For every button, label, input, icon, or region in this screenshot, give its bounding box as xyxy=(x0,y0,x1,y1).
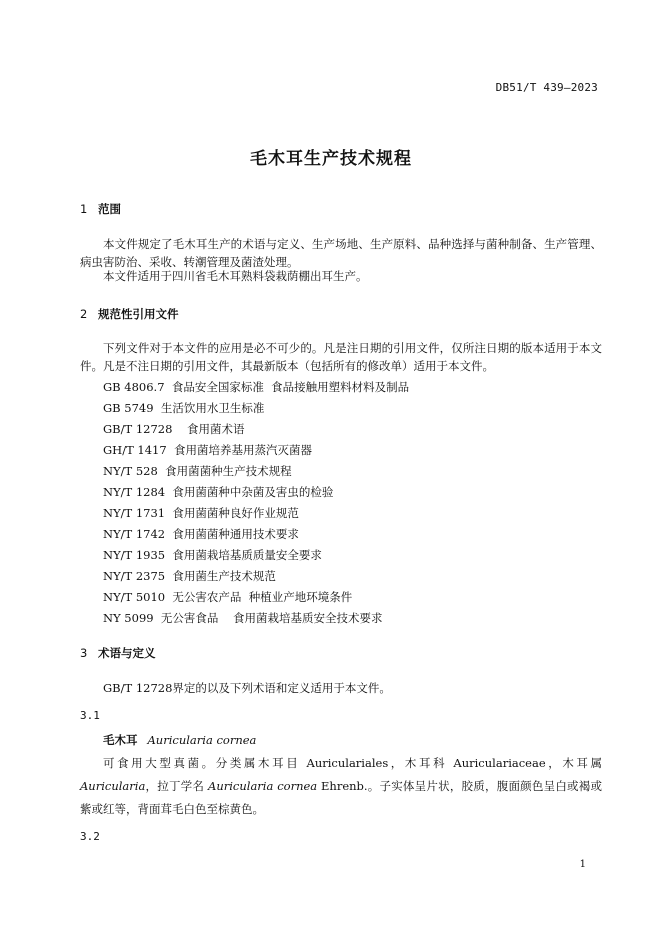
reference-item: GB 4806.7 食品安全国家标准 食品接触用塑料材料及制品 xyxy=(103,380,410,394)
species-name: Auricularia cornea xyxy=(208,779,318,793)
reference-item: NY 5099 无公害食品 食用菌栽培基质安全技术要求 xyxy=(103,611,383,625)
section-1-paragraph-2: 本文件适用于四川省毛木耳熟料袋栽荫棚出耳生产。 xyxy=(103,269,368,283)
reference-item: NY/T 1935 食用菌栽培基质质量安全要求 xyxy=(103,548,322,562)
section-1-paragraph-1: 本文件规定了毛木耳生产的术语与定义、生产场地、生产原料、品种选择与菌种制备、生产管理、病虫害防治、采收、转潮管理及菌渣处理。 xyxy=(80,237,602,269)
reference-item: NY/T 5010 无公害农产品 种植业产地环境条件 xyxy=(103,590,353,604)
reference-item: NY/T 528 食用菌菌种生产技术规程 xyxy=(103,464,292,478)
section-1-heading xyxy=(80,201,121,217)
section-2-paragraph: 下列文件对于本文件的应用是必不可少的。凡是注日期的引用文件，仅所注日期的版本适用于本文件。凡是不注日期的引用文件，其最新版本（包括所有的修改单）适用于本文件。 xyxy=(80,341,602,373)
page-number: 1 xyxy=(579,859,586,870)
genus-name: Auricularia xyxy=(80,779,146,793)
document-title: 毛木耳生产技术规程 xyxy=(250,149,412,169)
definition-part-3: Ehrenb.。子实体呈片状，胶质，腹面颜色呈白或褐或紫或红等，背面茸毛白色至棕黄色。 xyxy=(80,779,602,816)
reference-item: NY/T 2375 食用菌生产技术规范 xyxy=(103,569,276,583)
section-number: 1 xyxy=(80,202,88,216)
reference-item: GH/T 1417 食用菌培养基用蒸汽灭菌器 xyxy=(103,443,312,457)
reference-item: NY/T 1731 食用菌菌种良好作业规范 xyxy=(103,506,299,520)
term-definition xyxy=(80,752,602,821)
subsection-3-1-number: 3.1 xyxy=(80,709,100,722)
section-title: 范围 xyxy=(98,202,121,216)
section-title: 规范性引用文件 xyxy=(98,307,179,321)
reference-item: NY/T 1742 食用菌菌种通用技术要求 xyxy=(103,527,299,541)
reference-item: GB/T 12728 食用菌术语 xyxy=(103,422,245,436)
definition-part-2: ，拉丁学名 xyxy=(145,779,209,793)
section-title: 术语与定义 xyxy=(98,646,156,660)
section-3-paragraph: GB/T 12728界定的以及下列术语和定义适用于本文件。 xyxy=(103,681,391,695)
section-2-heading xyxy=(80,306,179,322)
section-number: 2 xyxy=(80,307,88,321)
reference-item: NY/T 1284 食用菌菌种中杂菌及害虫的检验 xyxy=(103,485,334,499)
subsection-3-2-number: 3.2 xyxy=(80,830,100,843)
term-entry xyxy=(103,732,256,748)
term-latin: Auricularia cornea xyxy=(147,733,257,747)
document-number: DB51/T 439—2023 xyxy=(495,81,598,94)
section-3-heading xyxy=(80,645,156,661)
definition-part-1: 可食用大型真菌。分类属木耳目 Auriculariales，木耳科 Auriculariaceae，木耳属 xyxy=(103,756,602,770)
reference-item: GB 5749 生活饮用水卫生标准 xyxy=(103,401,265,415)
term-chinese: 毛木耳 xyxy=(103,733,138,747)
section-number: 3 xyxy=(80,646,88,660)
